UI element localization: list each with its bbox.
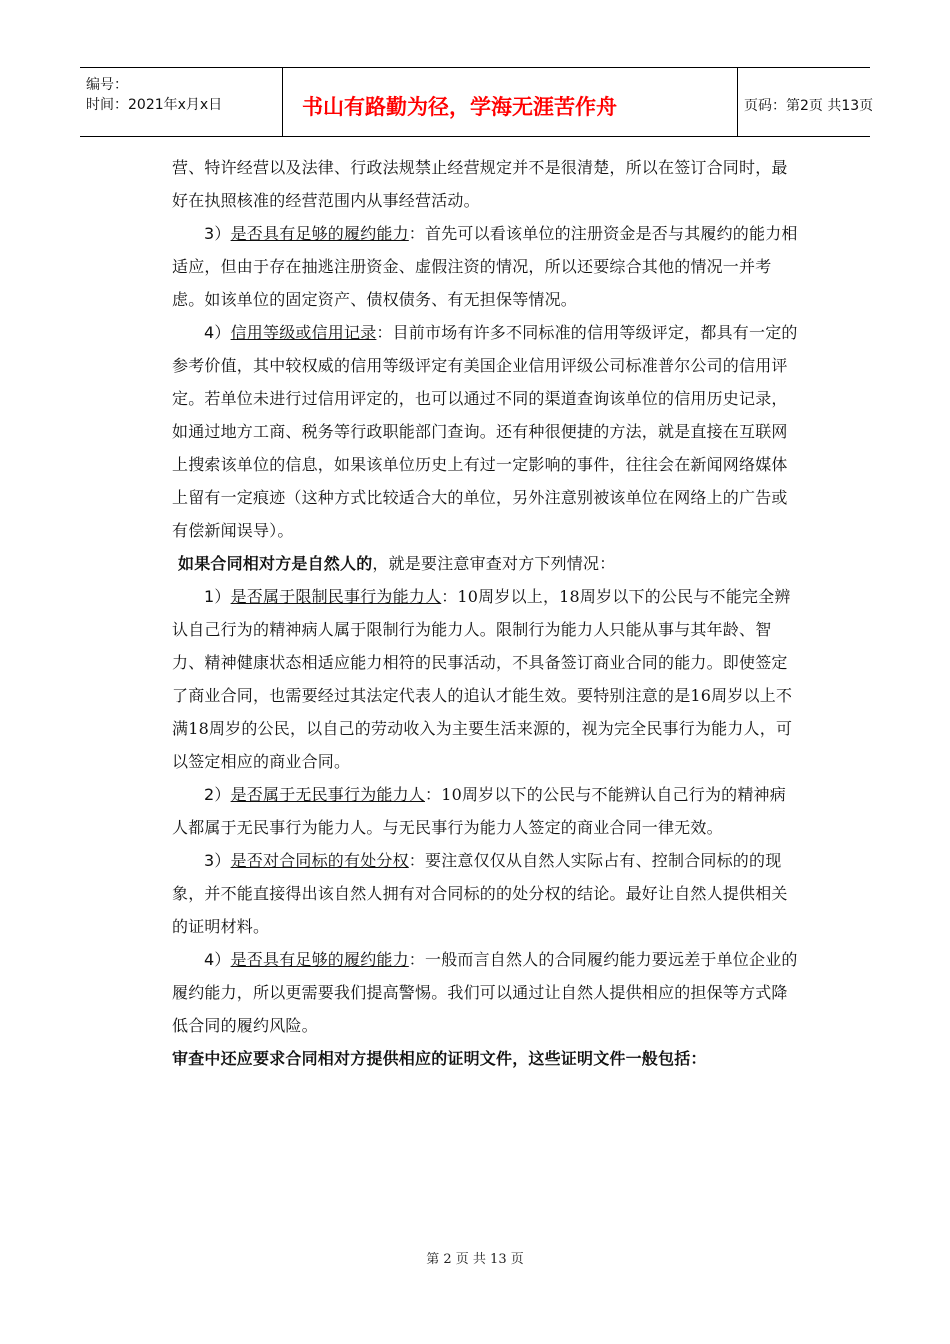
paragraph-performance-capacity	[172, 217, 802, 316]
paragraph-continuation	[172, 151, 802, 217]
paragraph-text: ：10周岁以上，18周岁以下的公民与不能完全辨认自己行为的精神病人属于限制行为能力人。限制行为能力人只能从事与其年龄、智力、精神健康状态相适应能力相符的民事活动，不具备签订商业合同的能力。即使签定了商业合同，也需要经过其法定代表人的追认才能生效。要特别注意的是16周岁以上不满18周岁的公民，以自己的劳动收入为主要生活来源的，视为完全民事行为能力人，可以签定相应的商业合同。	[172, 587, 793, 771]
item-heading: 是否具有足够的履约能力	[230, 950, 409, 969]
page-header	[80, 67, 874, 137]
paragraph-text: ：首先可以看该单位的注册资金是否与其履约的能力相适应，但由于存在抽逃注册资金、虚假注资的情况，所以还要综合其他的情况一并考虑。如该单位的固定资产、债权债务、有无担保等情况。	[172, 224, 798, 309]
section-heading: 如果合同相对方是自然人的	[178, 554, 373, 573]
paragraph-text: ：要注意仅仅从自然人实际占有、控制合同标的的现象，并不能直接得出该自然人拥有对合同标的的处分权的结论。最好让自然人提供相关的证明材料。	[172, 851, 788, 936]
item-number: 2）	[204, 785, 231, 804]
paragraph-disposal-right	[172, 844, 802, 943]
header-motto-cell	[282, 68, 738, 136]
paragraph-text: 营、特许经营以及法律、行政法规禁止经营规定并不是很清楚，所以在签订合同时，最好在执照核准的经营范围内从事经营活动。	[172, 158, 788, 210]
paragraph-limited-capacity	[172, 580, 802, 778]
item-number: 3）	[204, 224, 231, 243]
header-info-cell	[80, 68, 283, 136]
section-heading: 审查中还应要求合同相对方提供相应的证明文件，这些证明文件一般包括：	[172, 1049, 707, 1068]
page-footer: 第 2 页 共 13 页	[426, 1252, 524, 1267]
item-heading: 是否属于限制民事行为能力人	[230, 587, 442, 606]
item-heading: 是否属于无民事行为能力人	[230, 785, 425, 804]
section-supporting-documents	[172, 1042, 802, 1075]
paragraph-text: ：10周岁以下的公民与不能辨认自己行为的精神病人都属于无民事行为能力人。与无民事行为能力人签定的商业合同一律无效。	[172, 785, 786, 837]
date-label: 时间：2021年x月x日	[86, 97, 223, 113]
header-page-cell	[737, 68, 874, 136]
document-body	[172, 151, 802, 1075]
paragraph-text: ：一般而言自然人的合同履约能力要远差于单位企业的履约能力，所以更需要我们提高警惕。我们可以通过让自然人提供相应的担保等方式降低合同的履约风险。	[172, 950, 798, 1035]
paragraph-text: ，就是要注意审查对方下列情况：	[372, 554, 616, 573]
serial-number-label: 编号：	[86, 77, 128, 93]
item-number: 3）	[204, 851, 231, 870]
paragraph-person-performance	[172, 943, 802, 1042]
paragraph-text: ：目前市场有许多不同标准的信用等级评定，都具有一定的参考价值，其中较权威的信用等级评定有美国企业信用评级公司标准普尔公司的信用评定。若单位未进行过信用评定的，也可以通过不同的渠道查询该单位的信用历史记录，如通过地方工商、税务等行政职能部门查询。还有种很便捷的方法，就是直接在互联网上搜索该单位的信息，如果该单位历史上有过一定影响的事件，往往会在新闻网络媒体上留有一定痕迹（这种方式比较适合大的单位，另外注意别被该单位在网络上的广告或有偿新闻误导）。	[172, 323, 798, 540]
item-number: 4）	[204, 323, 231, 342]
paragraph-credit-rating	[172, 316, 802, 547]
item-number: 1）	[204, 587, 231, 606]
item-heading: 是否对合同标的有处分权	[230, 851, 409, 870]
header-page-number: 页码：第2页 共13页	[744, 98, 874, 114]
item-heading: 信用等级或信用记录	[230, 323, 377, 342]
section-natural-person	[172, 547, 802, 580]
header-motto: 书山有路勤为径，学海无涯苦作舟	[302, 95, 617, 119]
item-heading: 是否具有足够的履约能力	[230, 224, 409, 243]
item-number: 4）	[204, 950, 231, 969]
paragraph-no-capacity	[172, 778, 802, 844]
